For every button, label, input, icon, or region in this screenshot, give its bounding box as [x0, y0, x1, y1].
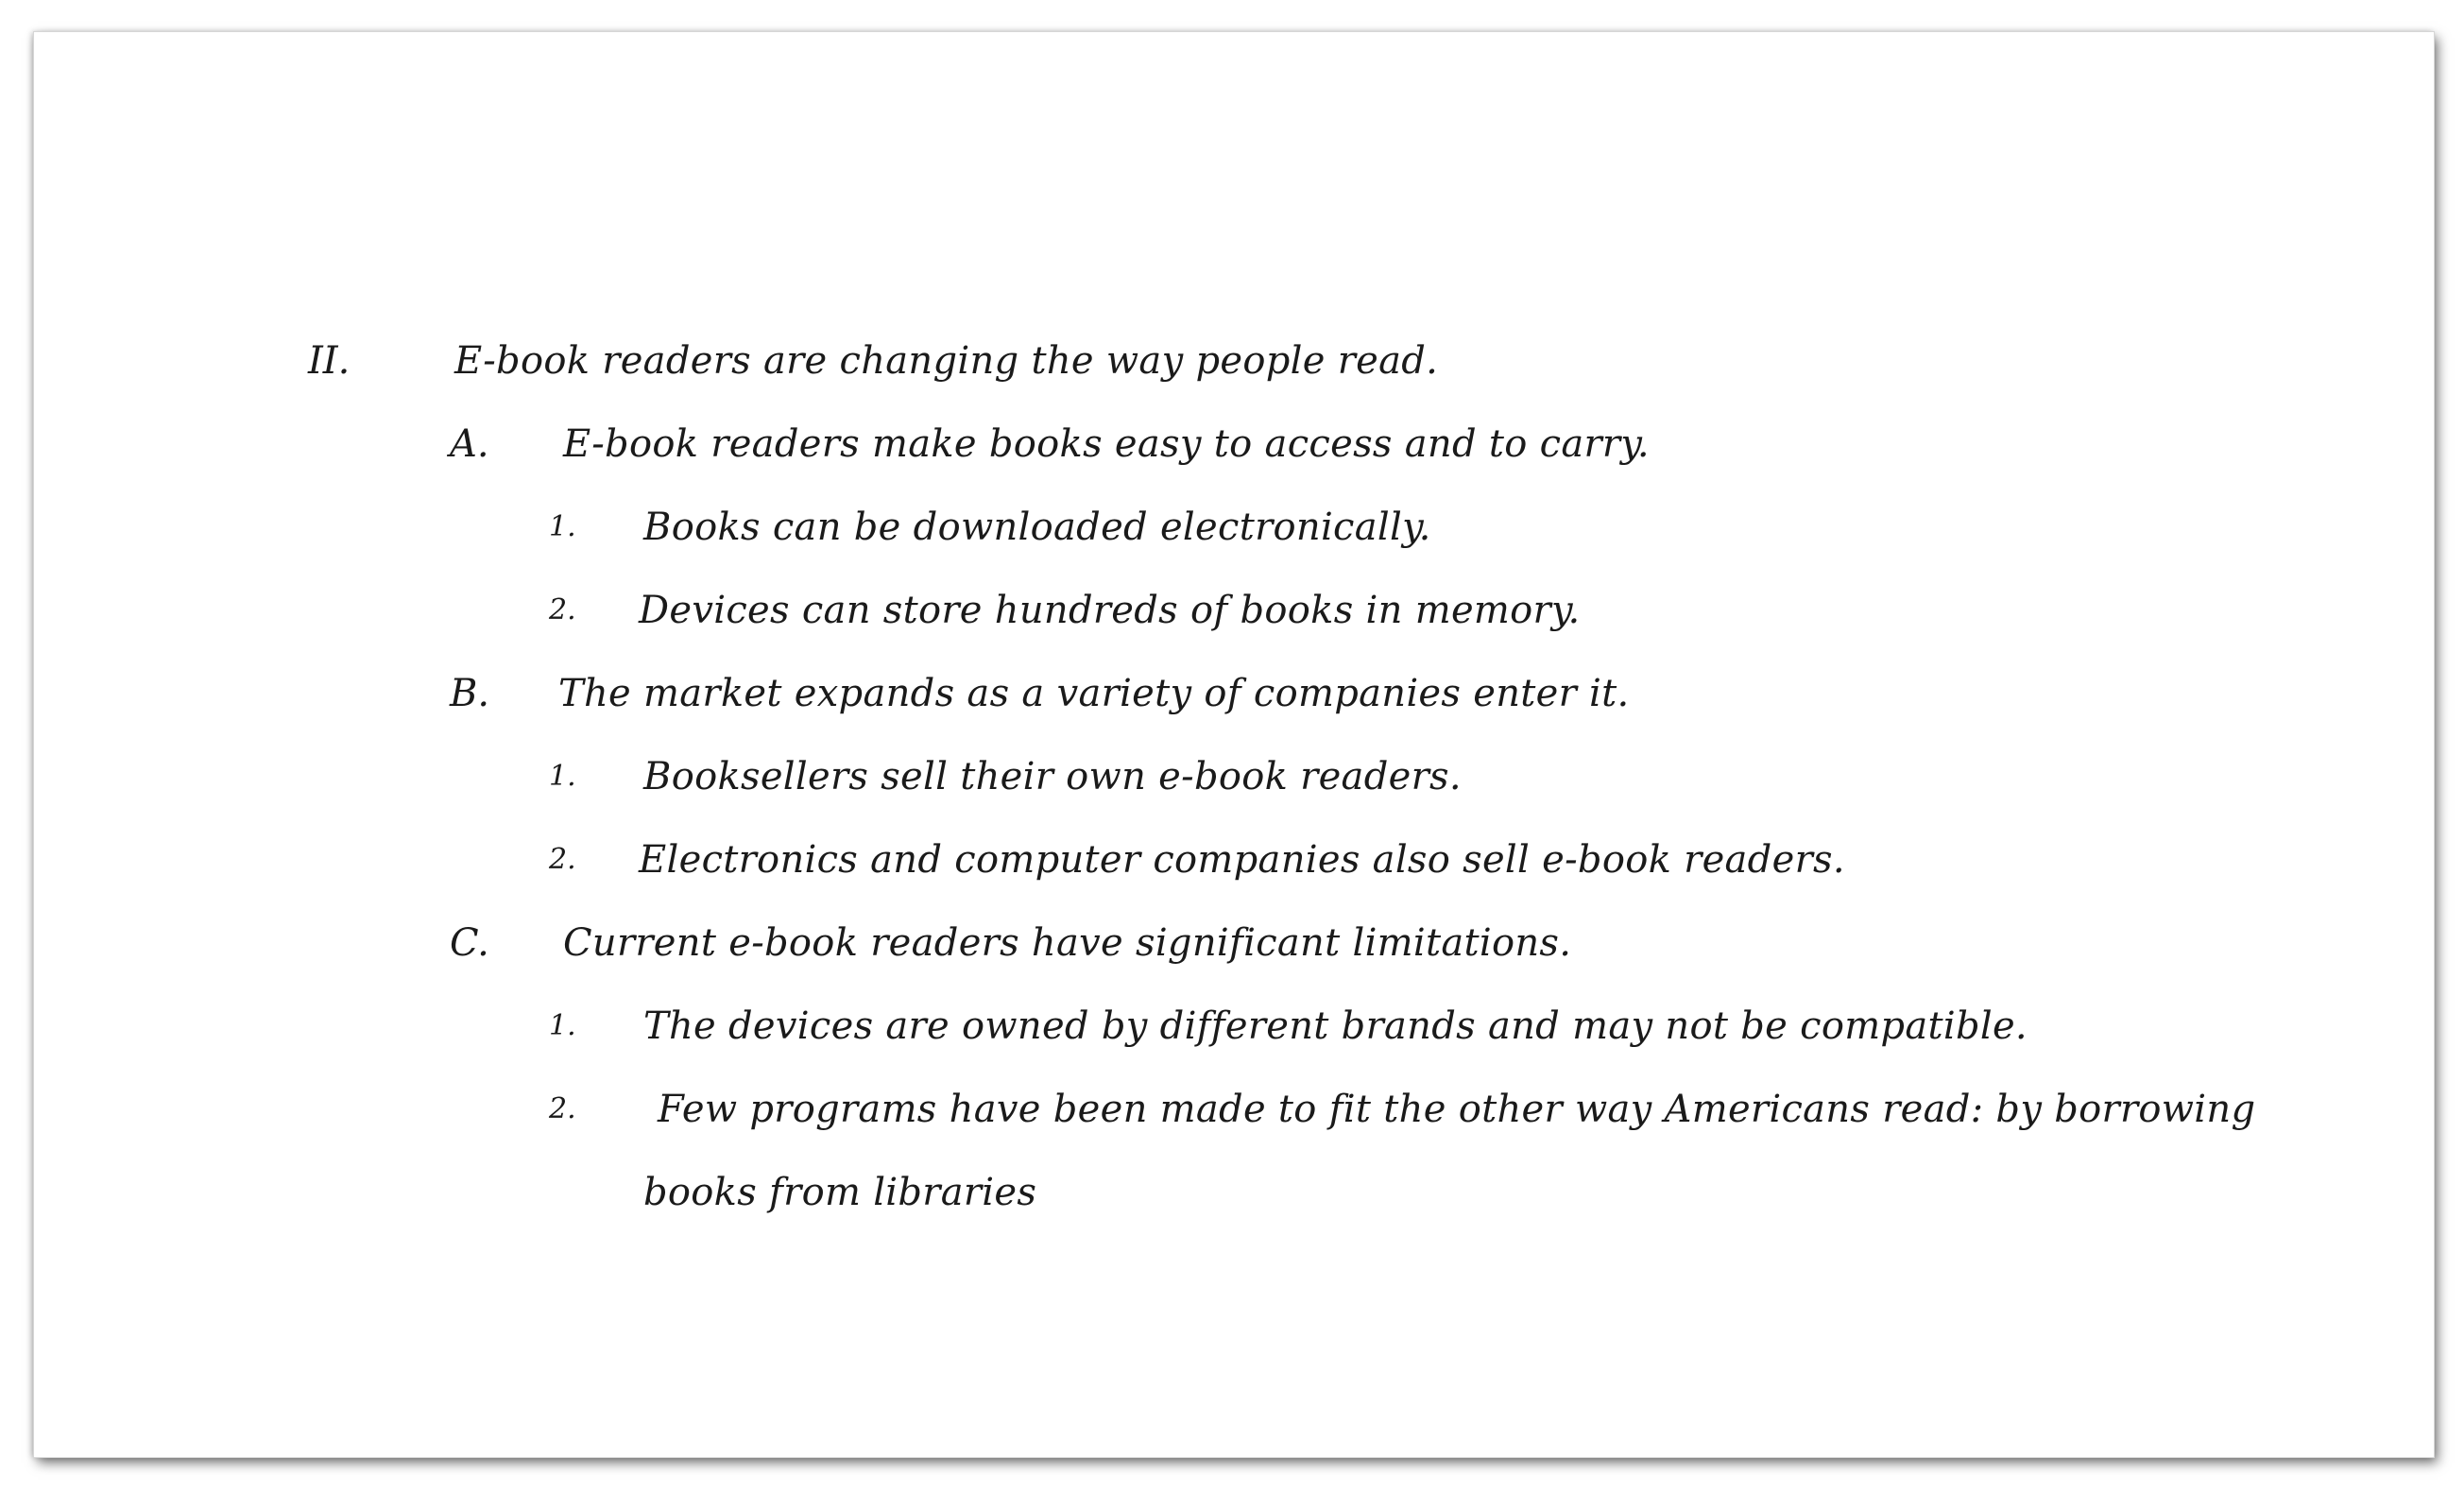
section-text: The market expands as a variety of companies enter it.: [558, 672, 1630, 715]
item-text: Electronics and computer companies also sell e-book readers.: [639, 838, 1845, 882]
item-marker: 2.: [549, 1092, 576, 1125]
section-marker: A.: [450, 422, 489, 466]
document-page: [34, 32, 2434, 1457]
item-marker: 1.: [549, 760, 576, 793]
outline: [34, 32, 2434, 1457]
item-text: Devices can store hundreds of books in memory.: [639, 589, 1581, 632]
item-text: Books can be downloaded electronically.: [643, 506, 1431, 549]
heading-text: E-book readers are changing the way people read.: [454, 339, 1439, 383]
section-text: E-book readers make books easy to access and to carry.: [563, 422, 1650, 466]
section-marker: B.: [450, 672, 490, 715]
section-text: Current e-book readers have significant limitations.: [563, 921, 1572, 965]
item-text: Few programs have been made to fit the other way Americans read: by borrowing: [658, 1088, 2256, 1131]
item-marker: 2.: [549, 843, 576, 876]
item-marker: 1.: [549, 1009, 576, 1042]
section-marker: C.: [450, 921, 489, 965]
item-text: The devices are owned by different brands and may not be compatible.: [643, 1004, 2028, 1048]
heading-marker: II.: [308, 339, 351, 383]
item-text-continuation: books from libraries: [643, 1171, 1037, 1214]
item-text: Booksellers sell their own e-book readers.: [643, 755, 1462, 798]
item-marker: 2.: [549, 593, 576, 626]
item-marker: 1.: [549, 510, 576, 543]
